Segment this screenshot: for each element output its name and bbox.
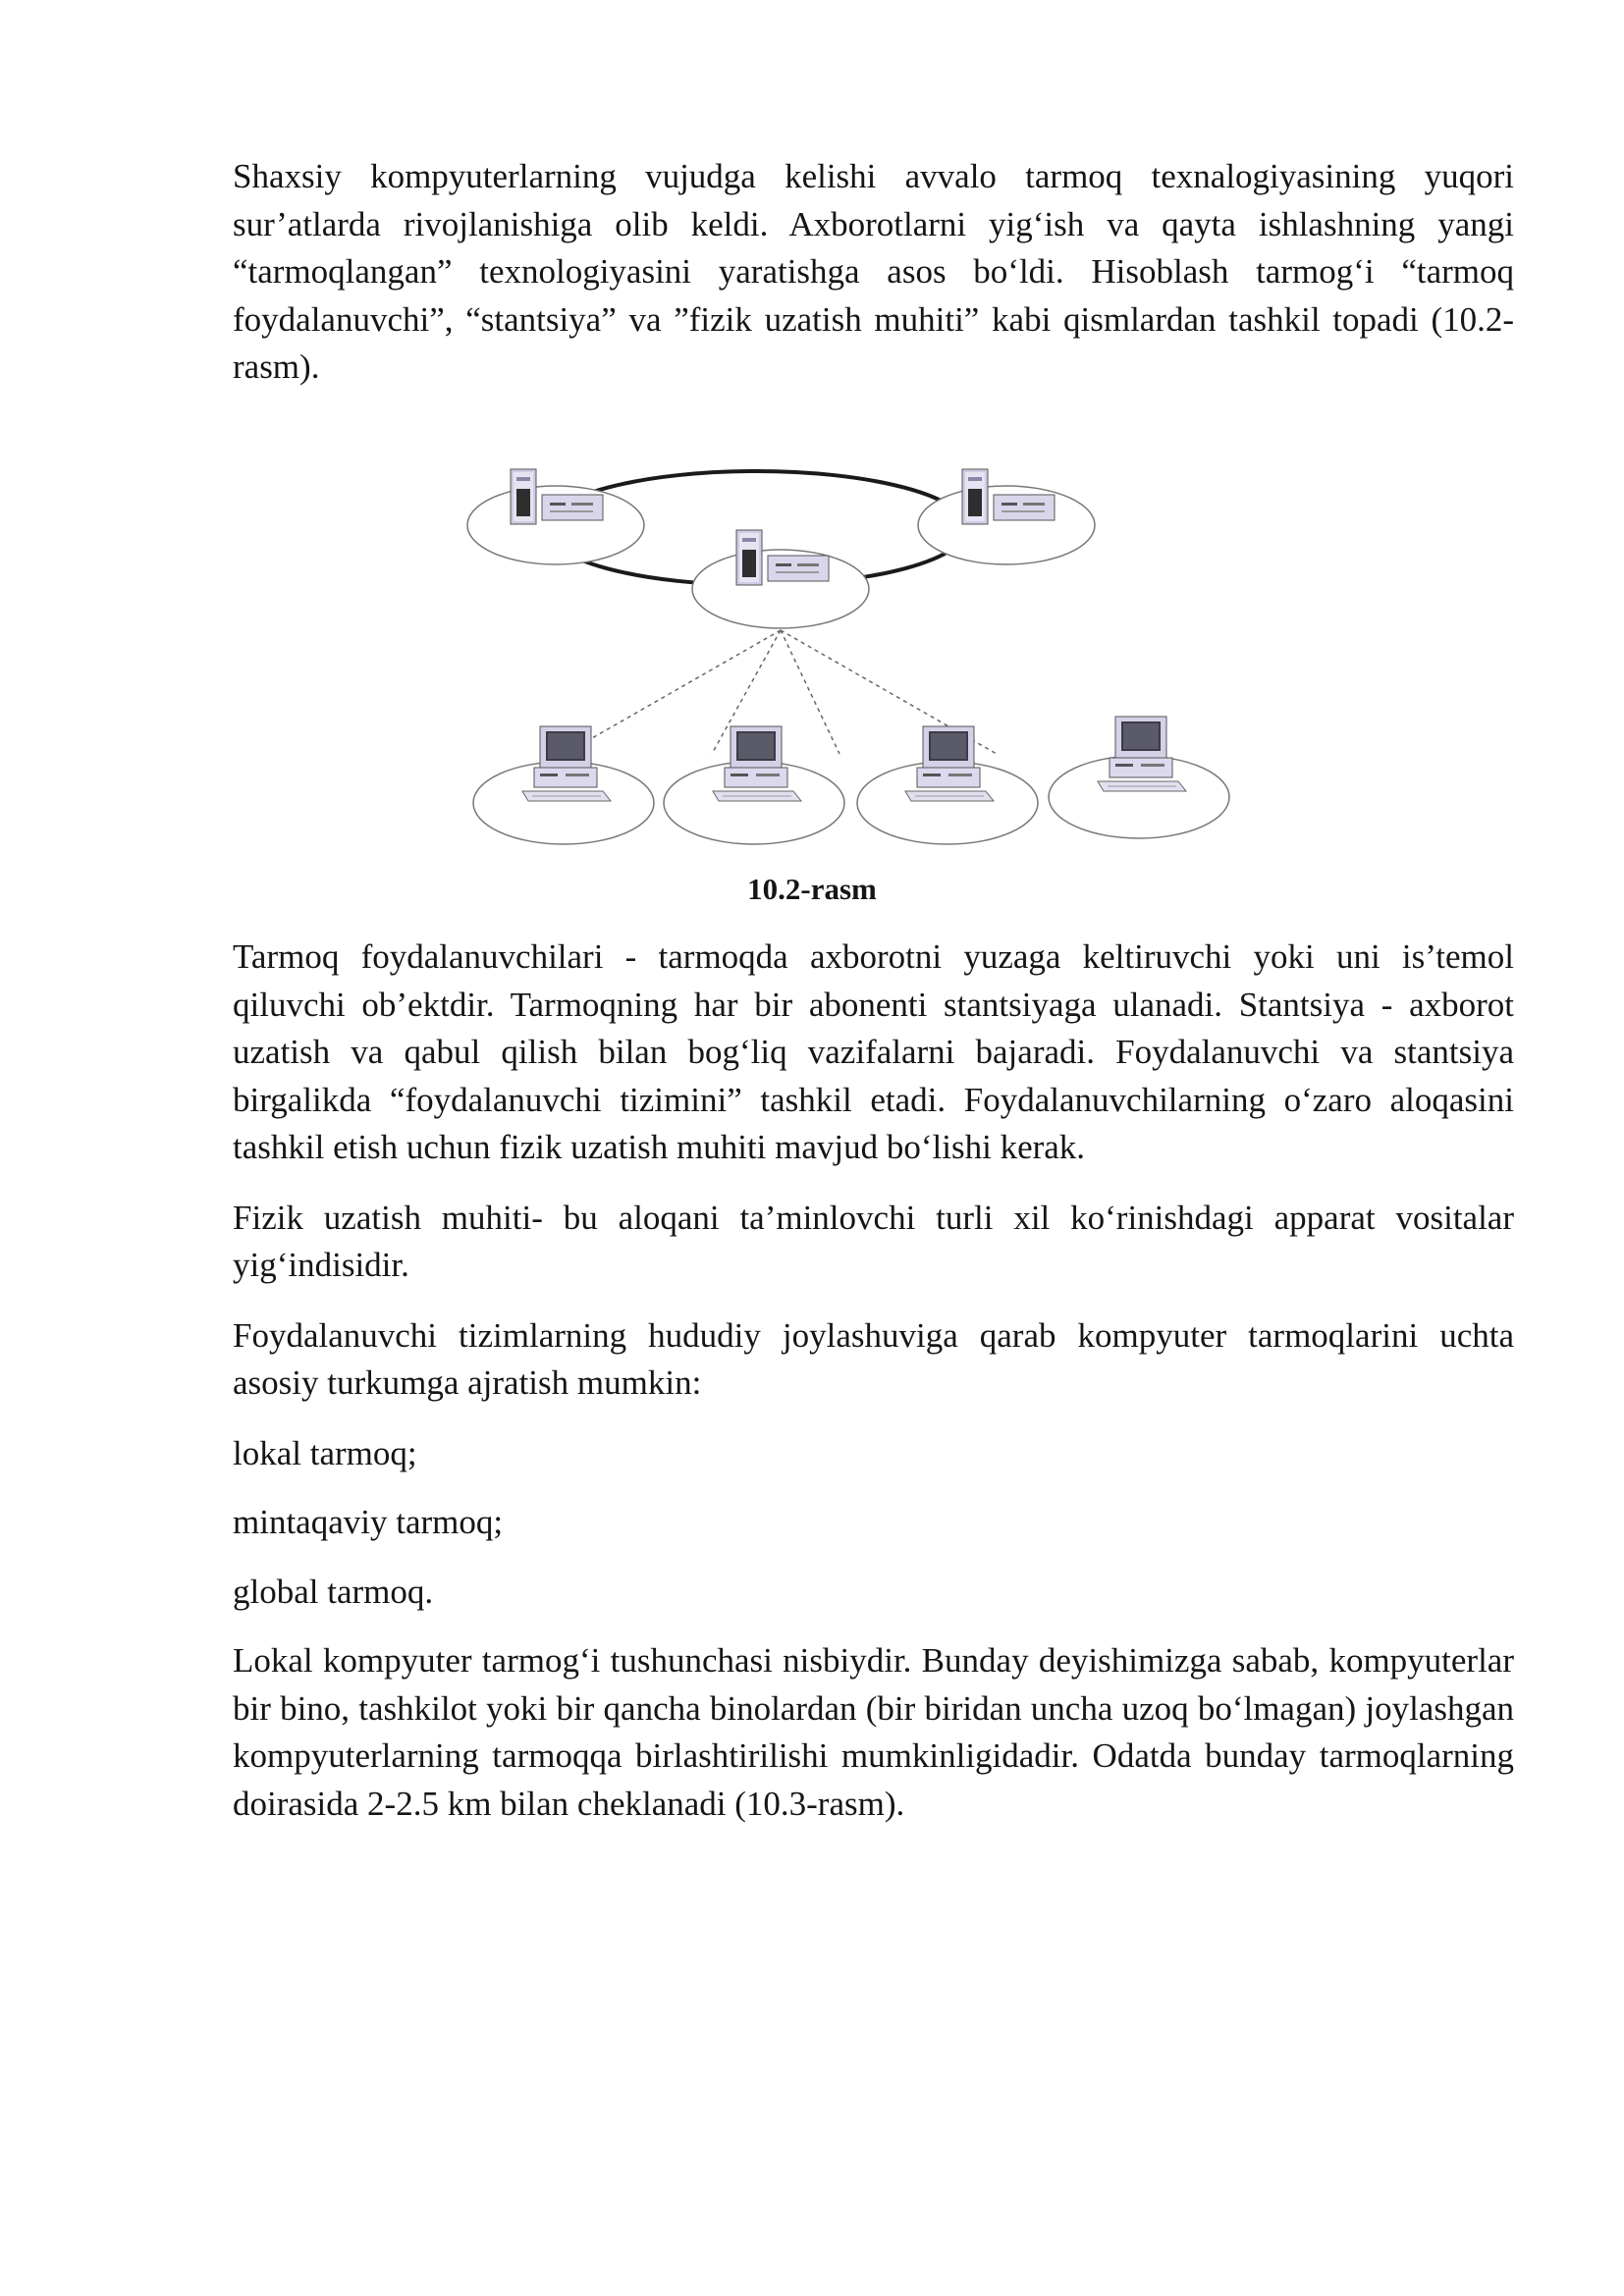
server-right bbox=[962, 469, 1055, 524]
network-diagram bbox=[461, 442, 1276, 854]
intro-section bbox=[233, 153, 1514, 392]
list-item: mintaqaviy tarmoq; bbox=[233, 1503, 504, 1541]
body-section bbox=[233, 934, 1514, 1850]
intro-paragraph: Shaxsiy kompyuterlarning vujudga kelishi avvalo tarmoq texnalogiyasining yuqori sur’atlarda rivojlanishiga olib keldi. Axborotlarni yig‘ish va qayta ishlashning yangi “tarmoqlangan” texnologiyasini yaratishga asos bo‘ldi. Hisoblash tarmog‘i “tarmoq foydalanuvchi”, “stantsiya” va ”fizik uzatish muhiti” kabi qismlardan tashkil topadi (10.2-rasm). bbox=[233, 157, 1514, 386]
server-left bbox=[511, 469, 603, 524]
list-item: global tarmoq. bbox=[233, 1572, 434, 1611]
categories-paragraph: Foydalanuvchi tizimlarning hududiy joylashuviga qarab kompyuter tarmoqlarini uchta asosiy turkumga ajratish mumkin: bbox=[233, 1315, 1514, 1402]
local-definition-paragraph: Lokal kompyuter tarmog‘i tushunchasi nisbiydir. Bunday deyishimizga sabab, kompyuterlar bir bino, tashkilot yoki bir qancha binolardan (bir biridan uncha uzoq bo‘lmagan) joylashgan kompyuterlarning tarmoqqa birlashtirilishi mumkinligidadir. Odatda bunday tarmoqlarning doirasida 2-2.5 km bilan cheklanadi (10.3-rasm). bbox=[233, 1641, 1514, 1823]
figure-caption: 10.2-rasm bbox=[747, 872, 877, 906]
users-paragraph: Tarmoq foydalanuvchilari - tarmoqda axborotni yuzaga keltiruvchi yoki uni is’temol qiluvchi ob’ektdir. Tarmoqning har bir abonenti stantsiyaga ulanadi. Stantsiya - axborot uzatish va qabul qilish bilan bog‘liq vazifalarni bajaradi. Foydalanuvchi va stantsiya birgalikda “foydalanuvchi tizimini” tashkil etadi. Foydalanuvchilarning o‘zaro aloqasini tashkil etish uchun fizik uzatish muhiti mavjud bo‘lishi kerak. bbox=[233, 937, 1514, 1166]
medium-paragraph: Fizik uzatish muhiti- bu aloqani ta’minlovchi turli xil ko‘rinishdagi apparat vositalar yig‘indisidir. bbox=[233, 1198, 1514, 1284]
list-item: lokal tarmoq; bbox=[233, 1433, 417, 1472]
server-center bbox=[736, 530, 829, 585]
